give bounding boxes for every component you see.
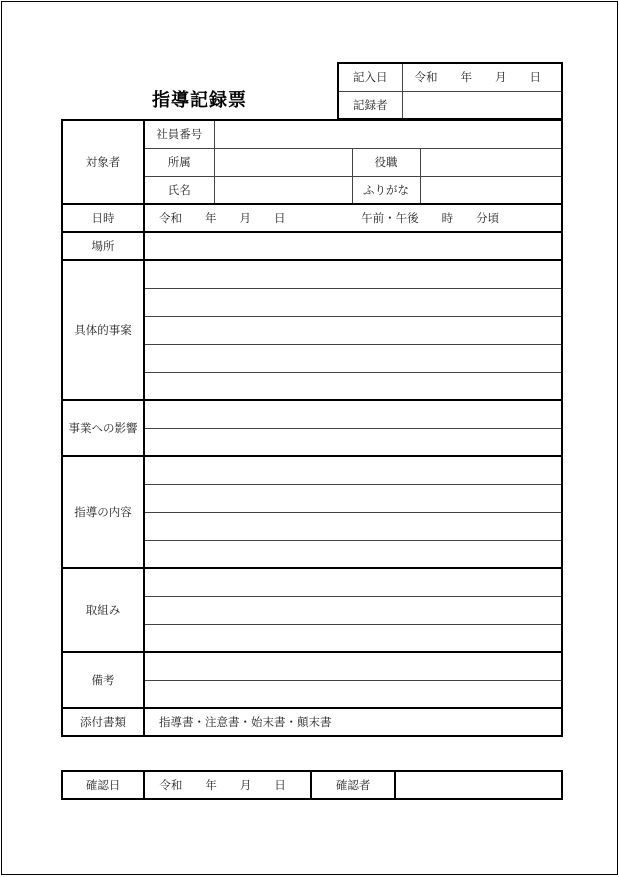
page-title: 指導記録票: [152, 90, 247, 111]
datetime-field[interactable]: [144, 204, 562, 232]
attachments-label: 添付書類: [62, 708, 144, 736]
position-label: 役職: [352, 148, 420, 176]
furigana-field[interactable]: [420, 176, 562, 204]
impact-line[interactable]: [144, 400, 562, 428]
header-table: [337, 62, 563, 120]
efforts-line[interactable]: [144, 596, 562, 624]
entry-date-label: 記入日: [338, 63, 402, 91]
efforts-line[interactable]: [144, 624, 562, 652]
attachments-field[interactable]: 指導書・注意書・始末書・顛末書: [144, 708, 562, 736]
impact-label: 事業への影響: [62, 400, 144, 456]
confirmation-date-field[interactable]: 令和 年 月 日: [144, 771, 311, 799]
efforts-line[interactable]: [144, 568, 562, 596]
recorder-field[interactable]: [402, 91, 562, 119]
department-field[interactable]: [214, 148, 352, 176]
guidance-record-table: [61, 119, 563, 737]
entry-date-field[interactable]: 令和 年 月 日: [402, 63, 562, 91]
recorder-label: 記録者: [338, 91, 402, 119]
remarks-line[interactable]: [144, 680, 562, 708]
confirmer-field[interactable]: [395, 771, 562, 799]
remarks-line[interactable]: [144, 652, 562, 680]
details-line[interactable]: [144, 372, 562, 400]
position-field[interactable]: [420, 148, 562, 176]
subject-section-label: 対象者: [62, 120, 144, 204]
guidance-line[interactable]: [144, 484, 562, 512]
datetime-time-text: 午前・午後 時 分頃: [361, 211, 500, 225]
department-label: 所属: [144, 148, 214, 176]
guidance-line[interactable]: [144, 540, 562, 568]
details-line[interactable]: [144, 288, 562, 316]
details-line[interactable]: [144, 316, 562, 344]
confirmation-date-label: 確認日: [62, 771, 144, 799]
name-field[interactable]: [214, 176, 352, 204]
employee-no-field[interactable]: [214, 120, 562, 148]
remarks-label: 備考: [62, 652, 144, 708]
confirmer-label: 確認者: [311, 771, 395, 799]
guidance-line[interactable]: [144, 456, 562, 484]
efforts-label: 取組み: [62, 568, 144, 652]
document-page: [1, 1, 618, 875]
place-label: 場所: [62, 232, 144, 260]
name-label: 氏名: [144, 176, 214, 204]
guidance-content-label: 指導の内容: [62, 456, 144, 568]
employee-no-label: 社員番号: [144, 120, 214, 148]
details-line[interactable]: [144, 344, 562, 372]
impact-line[interactable]: [144, 428, 562, 456]
datetime-label: 日時: [62, 204, 144, 232]
place-field[interactable]: [144, 232, 562, 260]
datetime-date-text: 令和 年 月 日: [159, 211, 286, 225]
details-label: 具体的事案: [62, 260, 144, 400]
guidance-line[interactable]: [144, 512, 562, 540]
furigana-label: ふりがな: [352, 176, 420, 204]
details-line[interactable]: [144, 260, 562, 288]
confirmation-table: [61, 770, 563, 800]
